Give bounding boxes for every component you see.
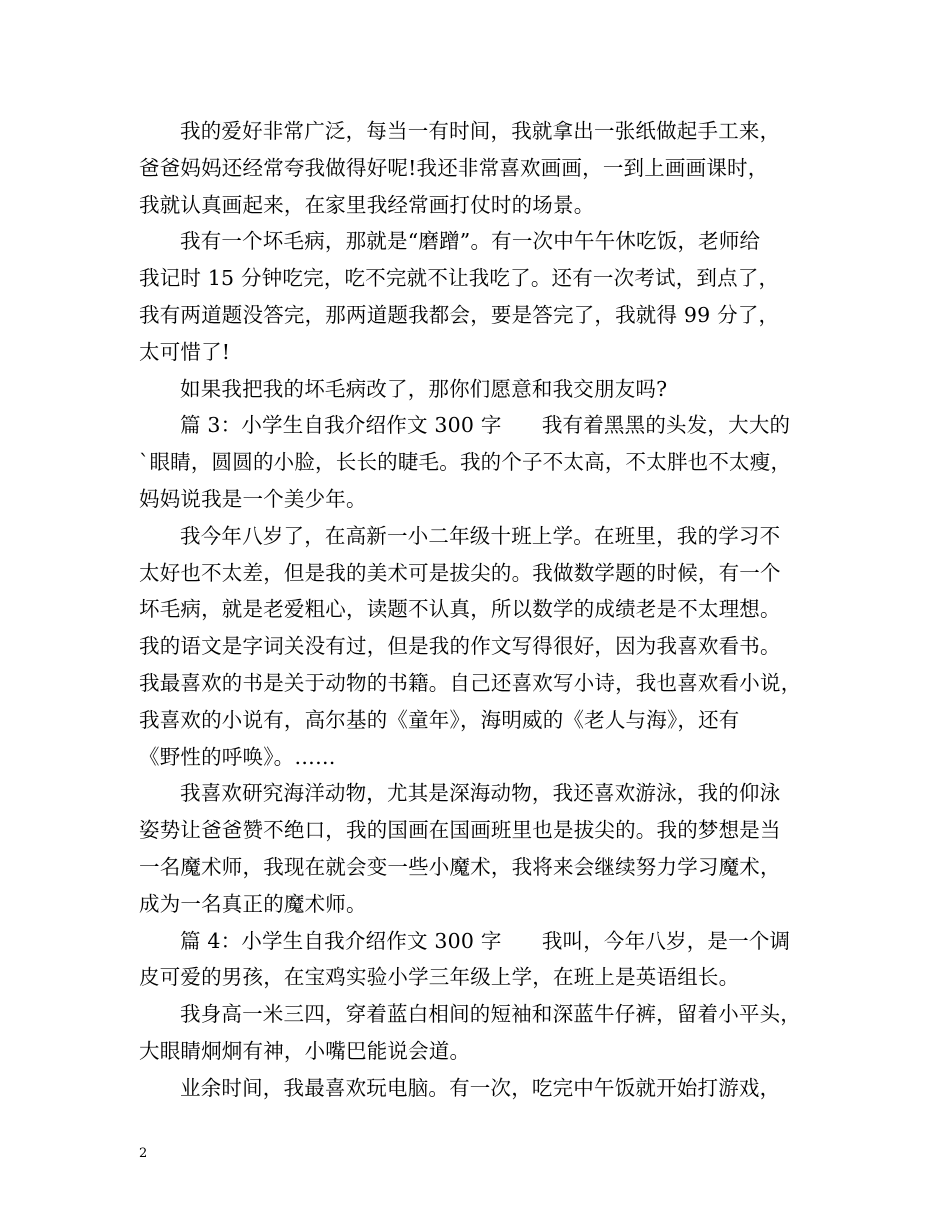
text-line: 《野性的呼唤》。…… bbox=[139, 744, 336, 769]
text-line: 妈妈说我是一个美少年。 bbox=[139, 486, 367, 511]
section-heading-line: 篇 4：小学生自我介绍作文 300 字 我叫，今年八岁，是一个调 bbox=[180, 928, 791, 953]
text-line: 太好也不太差，但是我的美术可是拔尖的。我做数学题的时候，有一个 bbox=[139, 560, 781, 585]
text-line: 我有一个坏毛病，那就是“磨蹭”。有一次中午午休吃饭，老师给 bbox=[180, 229, 761, 254]
text-line: 我的语文是字词关没有过，但是我的作文写得很好，因为我喜欢看书。 bbox=[139, 634, 781, 659]
document-body bbox=[139, 113, 829, 1107]
text-line: 我喜欢的小说有，高尔基的《童年》，海明威的《老人与海》，还有 bbox=[139, 707, 740, 732]
text-line: 我今年八岁了，在高新一小二年级十班上学。在班里，我的学习不 bbox=[180, 523, 781, 548]
text-line: 我喜欢研究海洋动物，尤其是深海动物，我还喜欢游泳，我的仰泳 bbox=[180, 781, 781, 806]
text-line: 坏毛病，就是老爱粗心，读题不认真，所以数学的成绩老是不太理想。 bbox=[139, 597, 781, 622]
text-line: 皮可爱的男孩，在宝鸡实验小学三年级上学，在班上是英语组长。 bbox=[139, 965, 740, 990]
text-line: 我的爱好非常广泛，每当一有时间，我就拿出一张纸做起手工来， bbox=[180, 119, 781, 143]
text-line: 我身高一米三四，穿着蓝白相间的短袖和深蓝牛仔裤，留着小平头， bbox=[180, 1002, 801, 1027]
text-line: 太可惜了! bbox=[139, 339, 231, 364]
text-line: 我最喜欢的书是关于动物的书籍。自己还喜欢写小诗，我也喜欢看小说， bbox=[139, 670, 802, 695]
text-line: `眼睛，圆圆的小脸，长长的睫毛。我的个子不太高，不太胖也不太瘦， bbox=[139, 450, 792, 475]
text-line: 我有两道题没答完，那两道题我都会，要是答完了，我就得 99 分了， bbox=[139, 302, 780, 327]
text-line: 姿势让爸爸赞不绝口，我的国画在国画班里也是拔尖的。我的梦想是当 bbox=[139, 818, 781, 843]
section-heading-line: 篇 3：小学生自我介绍作文 300 字 我有着黑黑的头发，大大的 bbox=[180, 413, 791, 438]
text-line: 我就认真画起来，在家里我经常画打仗时的场景。 bbox=[139, 192, 595, 217]
text-line: 如果我把我的坏毛病改了，那你们愿意和我交朋友吗? bbox=[180, 376, 668, 401]
page-number: 2 bbox=[139, 1146, 148, 1161]
text-line: 大眼睛炯炯有神，小嘴巴能说会道。 bbox=[139, 1038, 471, 1063]
text-line: 成为一名真正的魔术师。 bbox=[139, 891, 367, 916]
text-line: 我记时 15 分钟吃完，吃不完就不让我吃了。还有一次考试，到点了， bbox=[139, 266, 780, 291]
text-line: 业余时间，我最喜欢玩电脑。有一次，吃完中午饭就开始打游戏， bbox=[180, 1075, 781, 1100]
text-line: 一名魔术师，我现在就会变一些小魔术，我将来会继续努力学习魔术， bbox=[139, 854, 781, 879]
text-line: 爸爸妈妈还经常夸我做得好呢!我还非常喜欢画画，一到上画画课时， bbox=[139, 155, 769, 180]
